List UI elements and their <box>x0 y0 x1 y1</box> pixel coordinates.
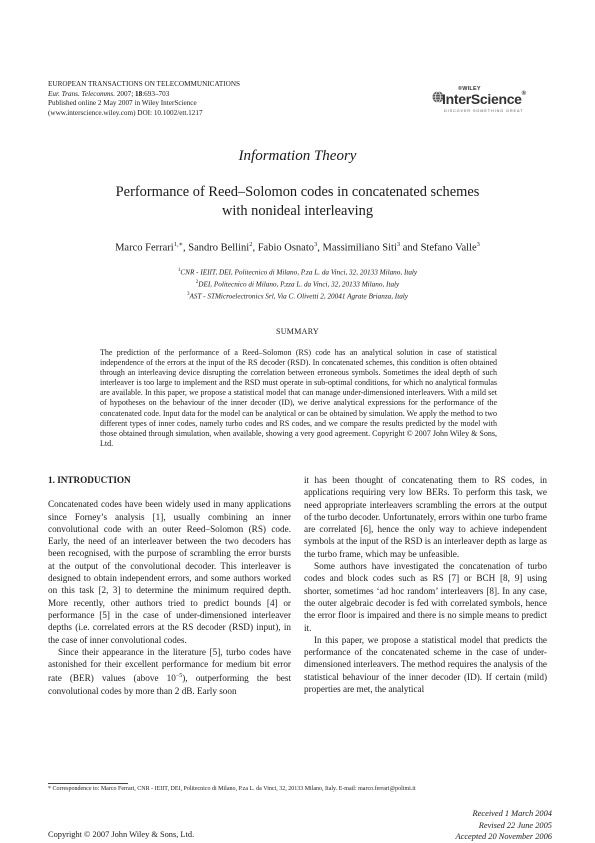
body-paragraph: it has been thought of concatenating them to RS codes, in applications requiring very low BERs. To perform this task, we need appropriate interleavers scrambling the errors at the output of the turbo decoder. Unfortunately, errors within one turbo frame are correlated [6], hence the only way to achieve independent symbols at the input of the RSD is an interleaver depth as large as the turbo frame, which may be unfeasible. <box>304 475 547 559</box>
author-sup: 1,∗ <box>173 241 183 248</box>
copyright-notice: Copyright © 2007 John Wiley & Sons, Ltd. <box>48 830 195 839</box>
affiliation: $^1$CNR - IEIIT, DEI, Politecnico di Milano, P.za L. da Vinci, 32, 20133 Milano, Italy <box>177 268 418 277</box>
author: Marco Ferrari <box>115 242 174 254</box>
wiley-interscience-logo[interactable] <box>432 88 552 120</box>
footnote-rule <box>48 783 128 784</box>
citation-year: 2007; <box>115 89 135 98</box>
author-list: Marco Ferrari$^{1,∗}$, Sandro Bellini$^2$, Fabio Osnato$^3$, Massimiliano Siti$^3$ and Stefano Valle$^3$ <box>115 241 480 254</box>
author-sup: 3 <box>476 241 480 248</box>
citation-volume: 18 <box>135 89 143 98</box>
affiliation: $^3$AST - STMicroelectronics Srl, Via C. Olivetti 2, 20041 Agrate Brianza, Italy <box>187 291 408 301</box>
citation <box>48 90 378 100</box>
logo-wiley-text: ®WILEY <box>458 86 481 92</box>
body-paragraph: Some authors have investigated the concatenation of turbo codes and block codes such as RS [7] or BCH [8, 9] using shorter, sometimes ‘ad hoc random’ interleavers [8]. In any case, the outer algebraic decoder is fed with correlated symbols, hence the error floor is impaired and there is no simple means to predict it. <box>304 561 547 633</box>
author: Massimiliano Siti <box>322 242 397 254</box>
left-column <box>48 474 291 697</box>
author: Fabio Osnato <box>257 242 314 254</box>
title-line-2: with nonideal interleaving <box>221 203 374 219</box>
author-sup: 2 <box>249 241 253 248</box>
right-column <box>304 474 547 695</box>
received-dates <box>380 808 552 843</box>
journal-header <box>48 80 378 118</box>
author: Sandro Bellini <box>188 242 250 254</box>
published-line: Published online 2 May 2007 in Wiley InterScience <box>48 99 197 108</box>
logo-brand-text: InterScience® <box>442 91 526 107</box>
author-sup: 3 <box>396 241 401 248</box>
correspondence-footnote: * Correspondence to: Marco Ferrari, CNR - IEIIT, DEI, Politecnico di Milano, P.za L. da Vinci, 32, 20133 Milano, Italy. E-mail: marco.ferrari@polimi.it <box>48 786 416 792</box>
citation-pages: :693–703 <box>142 89 170 98</box>
section-name: Information Theory <box>238 148 357 164</box>
body-paragraph: In this paper, we propose a statistical model that predicts the performance of the concatenated scheme in the case of under-dimensioned interleavers. The method requires the analysis of the statistical behaviour of the inner decoder (ID). If certain (mild) properties are met, the analytical <box>304 634 547 695</box>
author-sup: 3 <box>314 241 318 248</box>
body-paragraph: Concatenated codes have been widely used in many applications since Forney’s analysis [1], usually combining an inner convolutional code with an outer Reed–Solomon (RS) code. Early, the need of an interleaver between the two decoders has been recognised, with the purpose of scrambling the error bursts at the output of the convolutional decoder. This interleaver is designed to obtain independent errors, and some authors worked on this task [2, 3] to determine the minimum required depth. More recently, other authors tried to predict bounds [4] or performance [5] in the case of under-dimensioned interleaver depths (i.e. correlated errors at the RS decoder (RSD) input), in the case of inner convolutional codes. <box>48 499 291 645</box>
logo-tagline: DISCOVER SOMETHING GREAT <box>444 109 524 113</box>
summary-heading: SUMMARY <box>275 327 319 336</box>
doi-line[interactable]: (www.interscience.wiley.com) DOI: 10.1002/ett.1217 <box>48 108 203 117</box>
affiliations <box>40 266 555 302</box>
revised-date: Revised 22 June 2005 <box>478 820 552 830</box>
accepted-date: Accepted 20 November 2006 <box>455 832 552 841</box>
paper-title <box>60 183 535 221</box>
affiliation: $^2$DEI, Politecnico di Milano, P.zza L. da Vinci, 32, 20133 Milano, Italy <box>195 279 400 289</box>
author: Stefano Valle <box>420 242 477 254</box>
received-date: Received 1 March 2004 <box>472 809 552 818</box>
body-paragraph: Since their appearance in the literature [5], turbo codes have astonished for their excellent performance for medium bit error rate (BER) values (above $10^{-5}$), outperforming the best convolutional codes by more than 2 dB. Early soon <box>48 646 291 696</box>
introduction-heading: 1. INTRODUCTION <box>48 475 131 485</box>
abstract-text: The prediction of the performance of a Reed–Solomon (RS) code has an analytical solution in case of statistical independence of the errors at the input of the RS decoder (RSD). In concatenated schemes, this condition is often obtained through an interleaving device disrupting the correlation between erroneous symbols. Sometimes the ideal depth of such interleaver is too large to implement and the RSD must operate in sub-optimal conditions, for which no analytical formulas are available. In this paper, we propose a statistical model that can manage under-dimensioned interleavers. With a mild set of hypotheses on the behaviour of the inner decoder (ID), we derive analytical expressions for the performance of the concatenated code. Input data for the model can be analytical or can be obtained by simulation. We apply the method to two different types of inner codes, namely turbo codes and RS codes, and we compare the results predicted by the model with those obtained through simulation, when available, showing a very good agreement. Copyright © 2007 John Wiley & Sons, Ltd. <box>100 348 497 448</box>
citation-journal: Eur. Trans. Telecomms. <box>48 89 116 98</box>
journal-name: EUROPEAN TRANSACTIONS ON TELECOMMUNICATIONS <box>48 80 241 88</box>
title-line-1: Performance of Reed–Solomon codes in concatenated schemes <box>115 184 480 200</box>
